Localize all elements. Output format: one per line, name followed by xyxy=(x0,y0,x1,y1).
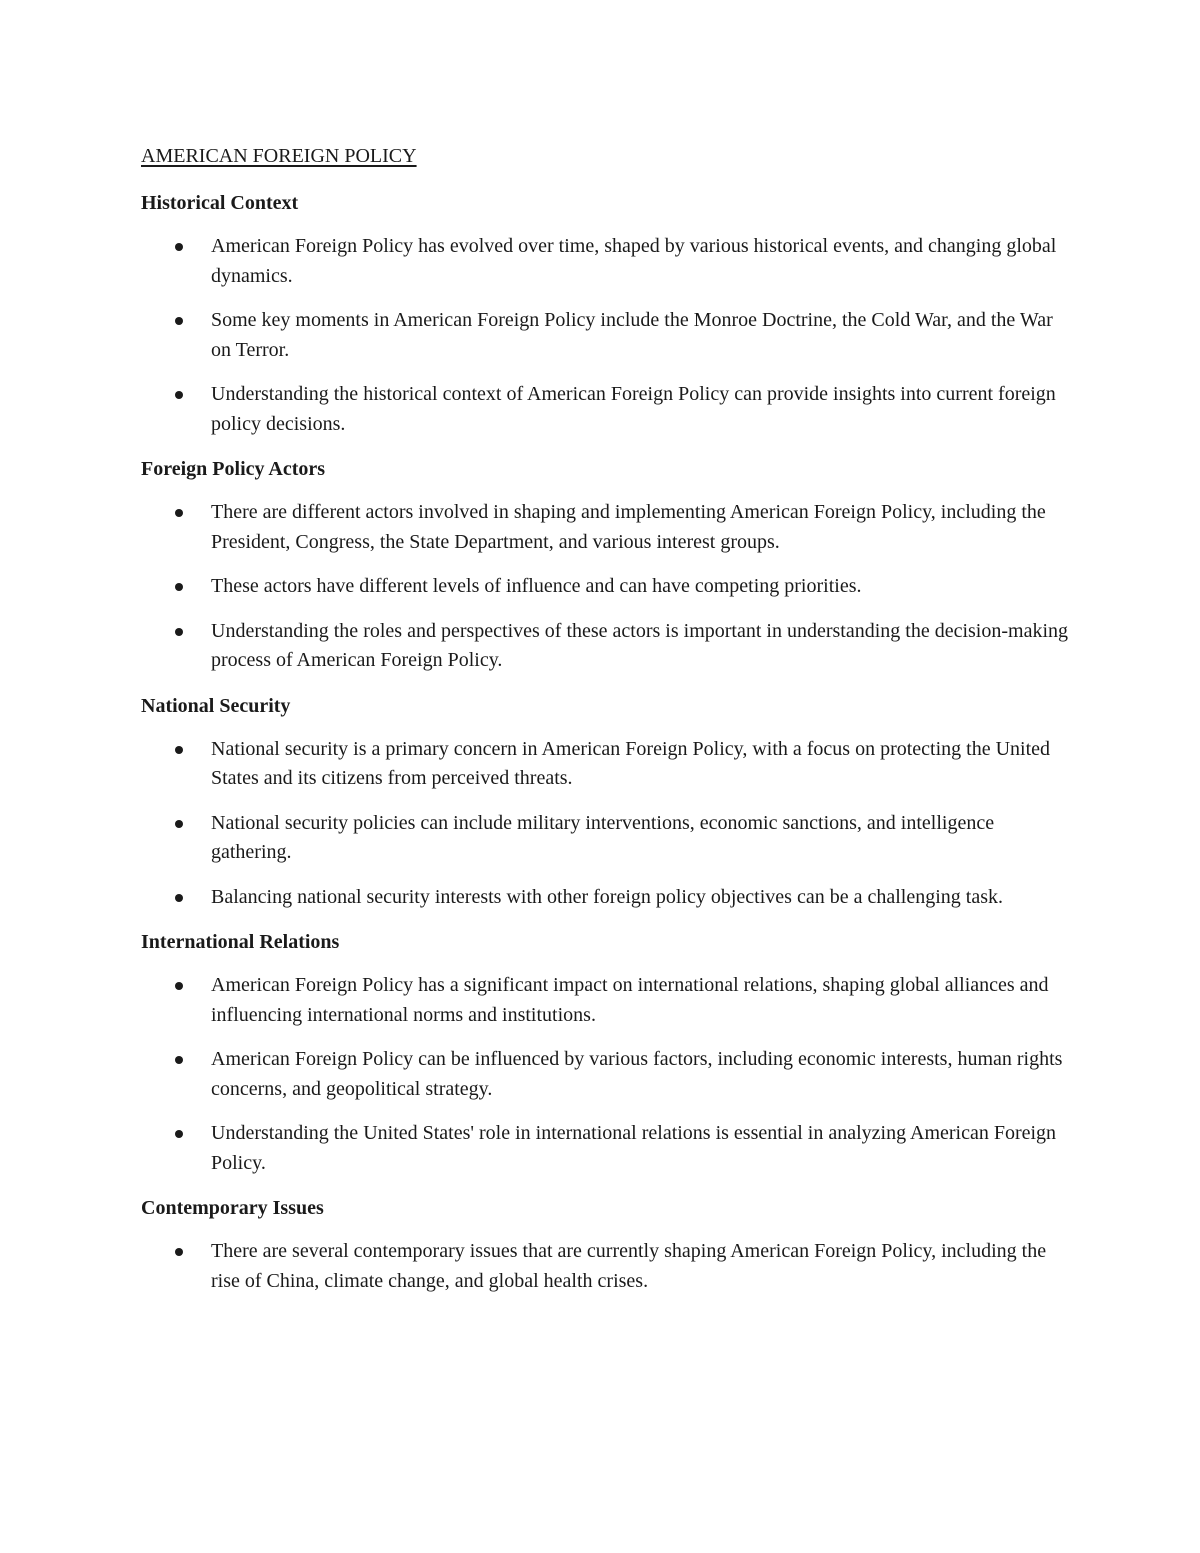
section-heading: Contemporary Issues xyxy=(141,1197,324,1219)
bullet-item: National security policies can include military interventions, economic sanctions, and intelligence gathering. xyxy=(141,809,1071,868)
section-heading: International Relations xyxy=(141,931,340,953)
section-heading: Foreign Policy Actors xyxy=(141,458,326,480)
bullet-item: Understanding the historical context of American Foreign Policy can provide insights into current foreign policy decisions. xyxy=(141,380,1071,439)
bullet-item: American Foreign Policy has evolved over time, shaped by various historical events, and changing global dynamics. xyxy=(141,232,1071,291)
bullet-item: Understanding the roles and perspectives of these actors is important in understanding the decision-making process of American Foreign Policy. xyxy=(141,617,1071,676)
bullet-item: Some key moments in American Foreign Policy include the Monroe Doctrine, the Cold War, and the War on Terror. xyxy=(141,306,1071,365)
bullet-item: Understanding the United States' role in international relations is essential in analyzing American Foreign Policy. xyxy=(141,1119,1071,1178)
bullet-item: Balancing national security interests with other foreign policy objectives can be a challenging task. xyxy=(141,883,1071,913)
bullet-list xyxy=(141,735,1071,913)
bullet-list xyxy=(141,1237,1071,1296)
section-heading: National Security xyxy=(141,694,291,717)
bullet-list xyxy=(141,971,1071,1178)
section-national-security xyxy=(141,691,1071,913)
bullet-item: American Foreign Policy can be influenced by various factors, including economic interests, human rights concerns, and geopolitical strategy. xyxy=(141,1045,1071,1104)
section-heading: Historical Context xyxy=(141,192,299,214)
section-historical-context xyxy=(141,188,1071,439)
bullet-item: There are several contemporary issues that are currently shaping American Foreign Policy, including the rise of China, climate change, and global health crises. xyxy=(141,1237,1071,1296)
bullet-list xyxy=(141,498,1071,676)
bullet-item: American Foreign Policy has a significant impact on international relations, shaping global alliances and influencing international norms and institutions. xyxy=(141,971,1071,1030)
bullet-item: There are different actors involved in shaping and implementing American Foreign Policy, including the President, Congress, the State Department, and various interest groups. xyxy=(141,498,1071,557)
section-contemporary-issues xyxy=(141,1193,1071,1296)
document-title: AMERICAN FOREIGN POLICY xyxy=(141,145,417,167)
bullet-item: National security is a primary concern in American Foreign Policy, with a focus on protecting the United States and its citizens from perceived threats. xyxy=(141,735,1071,794)
section-international-relations xyxy=(141,927,1071,1178)
bullet-item: These actors have different levels of influence and can have competing priorities. xyxy=(141,572,1071,602)
document-page xyxy=(141,141,1071,1311)
section-foreign-policy-actors xyxy=(141,454,1071,676)
bullet-list xyxy=(141,232,1071,439)
